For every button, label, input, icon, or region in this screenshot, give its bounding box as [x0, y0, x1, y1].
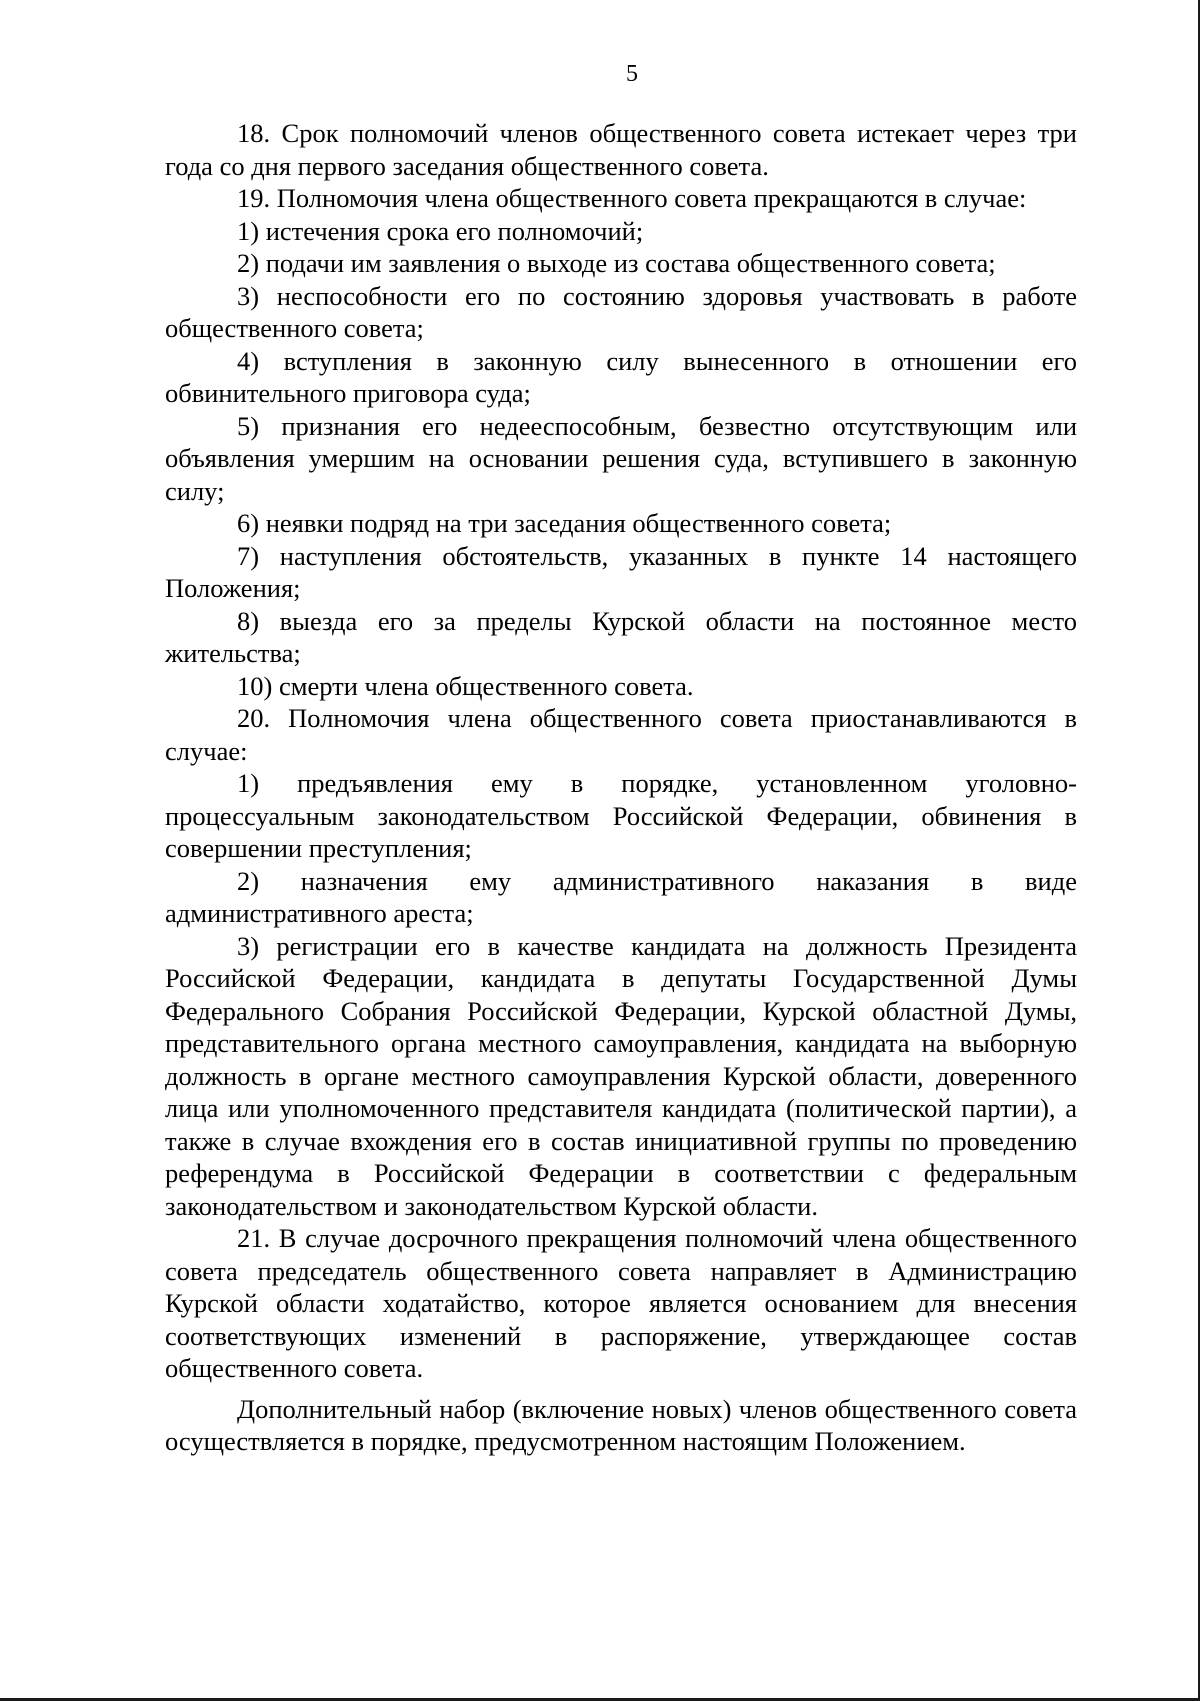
paragraph-20-item-1: 1) предъявления ему в порядке, установленном уголовно-процессуальным законодательством Российской Федерации, обвинения в совершении преступления;	[165, 768, 1077, 863]
paragraph-19: 19. Полномочия члена общественного совета прекращаются в случае:	[237, 183, 1027, 213]
paragraph-19-item-1: 1) истечения срока его полномочий;	[237, 215, 644, 246]
paragraph-19-item-2: 2) подачи им заявления о выходе из состава общественного совета;	[237, 248, 996, 278]
paragraph-20-item-2: 2) назначения ему административного наказания в виде административного ареста;	[165, 865, 1077, 928]
paragraph-18: 18. Срок полномочий членов общественного совета истекает через три года со дня первого заседания общественного совета.	[165, 118, 1077, 181]
paragraph-19-item-4: 4) вступления в законную силу вынесенного в отношении его обвинительного приговора суда;	[165, 345, 1077, 408]
paragraph-19-item-5: 5) признания его недееспособным, безвестно отсутствующим или объявления умершим на основании решения суда, вступившего в законную силу;	[165, 410, 1077, 506]
paragraph-21: 21. В случае досрочного прекращения полномочий члена общественного совета председатель общественного совета направляет в Администрацию Курской области ходатайство, которое является основанием для внесения соответствующих изменений в распоряжение, утверждающее состав общественного совета.	[165, 1223, 1077, 1383]
paragraph-19-item-7: 7) наступления обстоятельств, указанных в пункте 14 настоящего Положения;	[165, 540, 1077, 603]
paragraph-20-item-3: 3) регистрации его в качестве кандидата на должность Президента Российской Федерации, кандидата в депутаты Государственной Думы Федерального Собрания Российской Федерации, Курской областной Думы, представительного органа местного самоуправления, кандидата на выборную должность в органе местного самоуправления Курской области, доверенного лица или уполномоченного представителя кандидата (политической партии), а также в случае вхождения его в состав инициативной группы по проведению референдума в Российской Федерации в соответствии с федеральным законодательством и законодательством Курской области.	[165, 930, 1077, 1221]
paragraph-19-item-6: 6) неявки подряд на три заседания общественного совета;	[237, 508, 892, 538]
paragraph-19-item-8: 8) выезда его за пределы Курской области на постоянное место жительства;	[165, 605, 1077, 668]
paragraph-20: 20. Полномочия члена общественного совета приостанавливаются в случае:	[165, 703, 1077, 766]
paragraph-additional-recruitment: Дополнительный набор (включение новых) членов общественного совета осуществляется в порядке, предусмотренном настоящим Положением.	[165, 1393, 1077, 1456]
page-number: 5	[626, 61, 638, 87]
document-page	[165, 62, 1077, 1458]
paragraph-19-item-3: 3) неспособности его по состоянию здоровья участвовать в работе общественного совета;	[165, 280, 1077, 343]
paragraph-19-item-10: 10) смерти члена общественного совета.	[237, 670, 694, 701]
